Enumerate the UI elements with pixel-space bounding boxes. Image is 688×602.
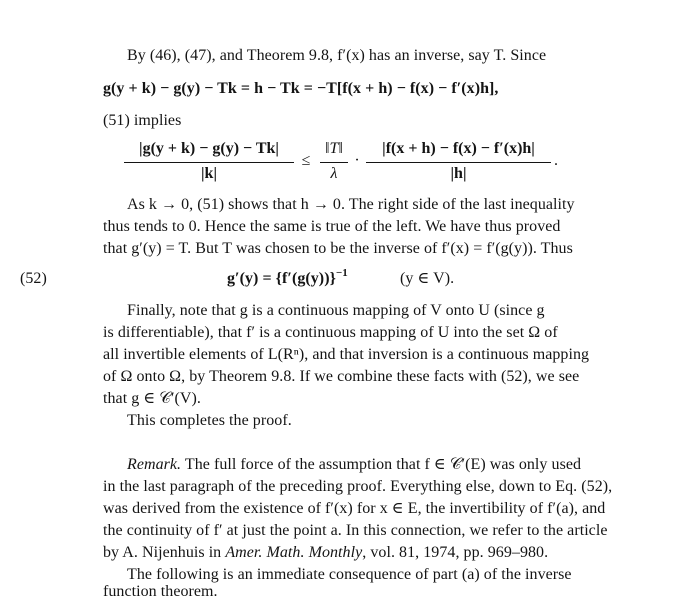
remark-label: Remark. xyxy=(127,456,182,473)
remark-line-2: in the last paragraph of the preceding proof. Everything else, down to Eq. (52), xyxy=(103,478,613,495)
lhs-numerator: |g(y + k) − g(y) − Tk| xyxy=(139,140,279,157)
paragraph-1-line-3: (51) implies xyxy=(103,112,182,129)
equation-52-body xyxy=(227,269,348,290)
closing-line-2: function theorem. xyxy=(103,583,218,600)
lhs-denominator: |k| xyxy=(201,165,217,182)
remark-line-1 xyxy=(127,455,581,475)
closing-line-1: The following is an immediate consequence of part (a) of the inverse xyxy=(127,566,572,583)
paragraph-2-line-2: thus tends to 0. Hence the same is true of the left. We have thus proved xyxy=(103,218,561,235)
middle-denominator: λ xyxy=(330,165,338,182)
rhs-denominator: |h| xyxy=(450,165,467,182)
rhs-fraction-bar xyxy=(366,162,551,163)
paragraph-3-line-1: Finally, note that g is a continuous mapping of V onto U (since g xyxy=(127,302,545,319)
equation-52-condition: (y ∈ V). xyxy=(400,270,455,287)
middle-numerator: ‖T‖ xyxy=(325,140,343,157)
paragraph-3-line-2: is differentiable), that f′ is a continuous mapping of U into the set Ω of xyxy=(103,324,558,341)
remark-line-5-start: by A. Nijenhuis in xyxy=(103,544,222,561)
equation-52-label: (52) xyxy=(20,270,47,287)
equation-52-main: g′(y) = {f′(g(y))} xyxy=(227,270,336,287)
paragraph-3-line-5: that g ∈ 𝒞′(V). xyxy=(103,390,201,407)
rhs-numerator: |f(x + h) − f(x) − f′(x)h| xyxy=(382,140,535,157)
lhs-fraction-bar xyxy=(124,162,294,163)
leq-symbol: ≤ xyxy=(301,152,311,169)
remark-line-1-text: The full force of the assumption that f ∈ 𝒞′(E) was only used xyxy=(184,456,582,473)
proof-end-line: This completes the proof. xyxy=(127,412,292,429)
paragraph-1-line-1: By (46), (47), and Theorem 9.8, f′(x) has an inverse, say T. Since xyxy=(127,47,547,64)
journal-title: Amer. Math. Monthly xyxy=(225,544,363,561)
paragraph-3-line-3: all invertible elements of L(Rⁿ), and that inversion is a continuous mapping xyxy=(103,346,590,363)
remark-line-5-end: , vol. 81, 1974, pp. 969–980. xyxy=(362,544,549,561)
remark-line-3: was derived from the existence of f′(x) for x ∈ E, the invertibility of f′(a), and xyxy=(103,500,606,517)
middle-fraction-bar xyxy=(320,162,348,163)
multiplication-dot: · xyxy=(354,152,360,169)
remark-line-4: the continuity of f′ at just the point a. In this connection, we refer to the article xyxy=(103,522,608,539)
inequality-block xyxy=(124,140,564,190)
inequality-period: . xyxy=(554,152,558,169)
remark-line-5 xyxy=(103,543,548,563)
paragraph-3-line-4: of Ω onto Ω, by Theorem 9.8. If we combine these facts with (52), we see xyxy=(103,368,580,385)
equation-g-expansion: g(y + k) − g(y) − Tk = h − Tk = −T[f(x + h) − f(x) − f′(x)h], xyxy=(103,80,499,97)
equation-52-exponent: −1 xyxy=(335,267,348,279)
paragraph-2-line-1: As k → 0, (51) shows that h → 0. The right side of the last inequality xyxy=(127,196,575,213)
paragraph-2-line-3: that g′(y) = T. But T was chosen to be the inverse of f′(x) = f′(g(y)). Thus xyxy=(103,240,573,257)
